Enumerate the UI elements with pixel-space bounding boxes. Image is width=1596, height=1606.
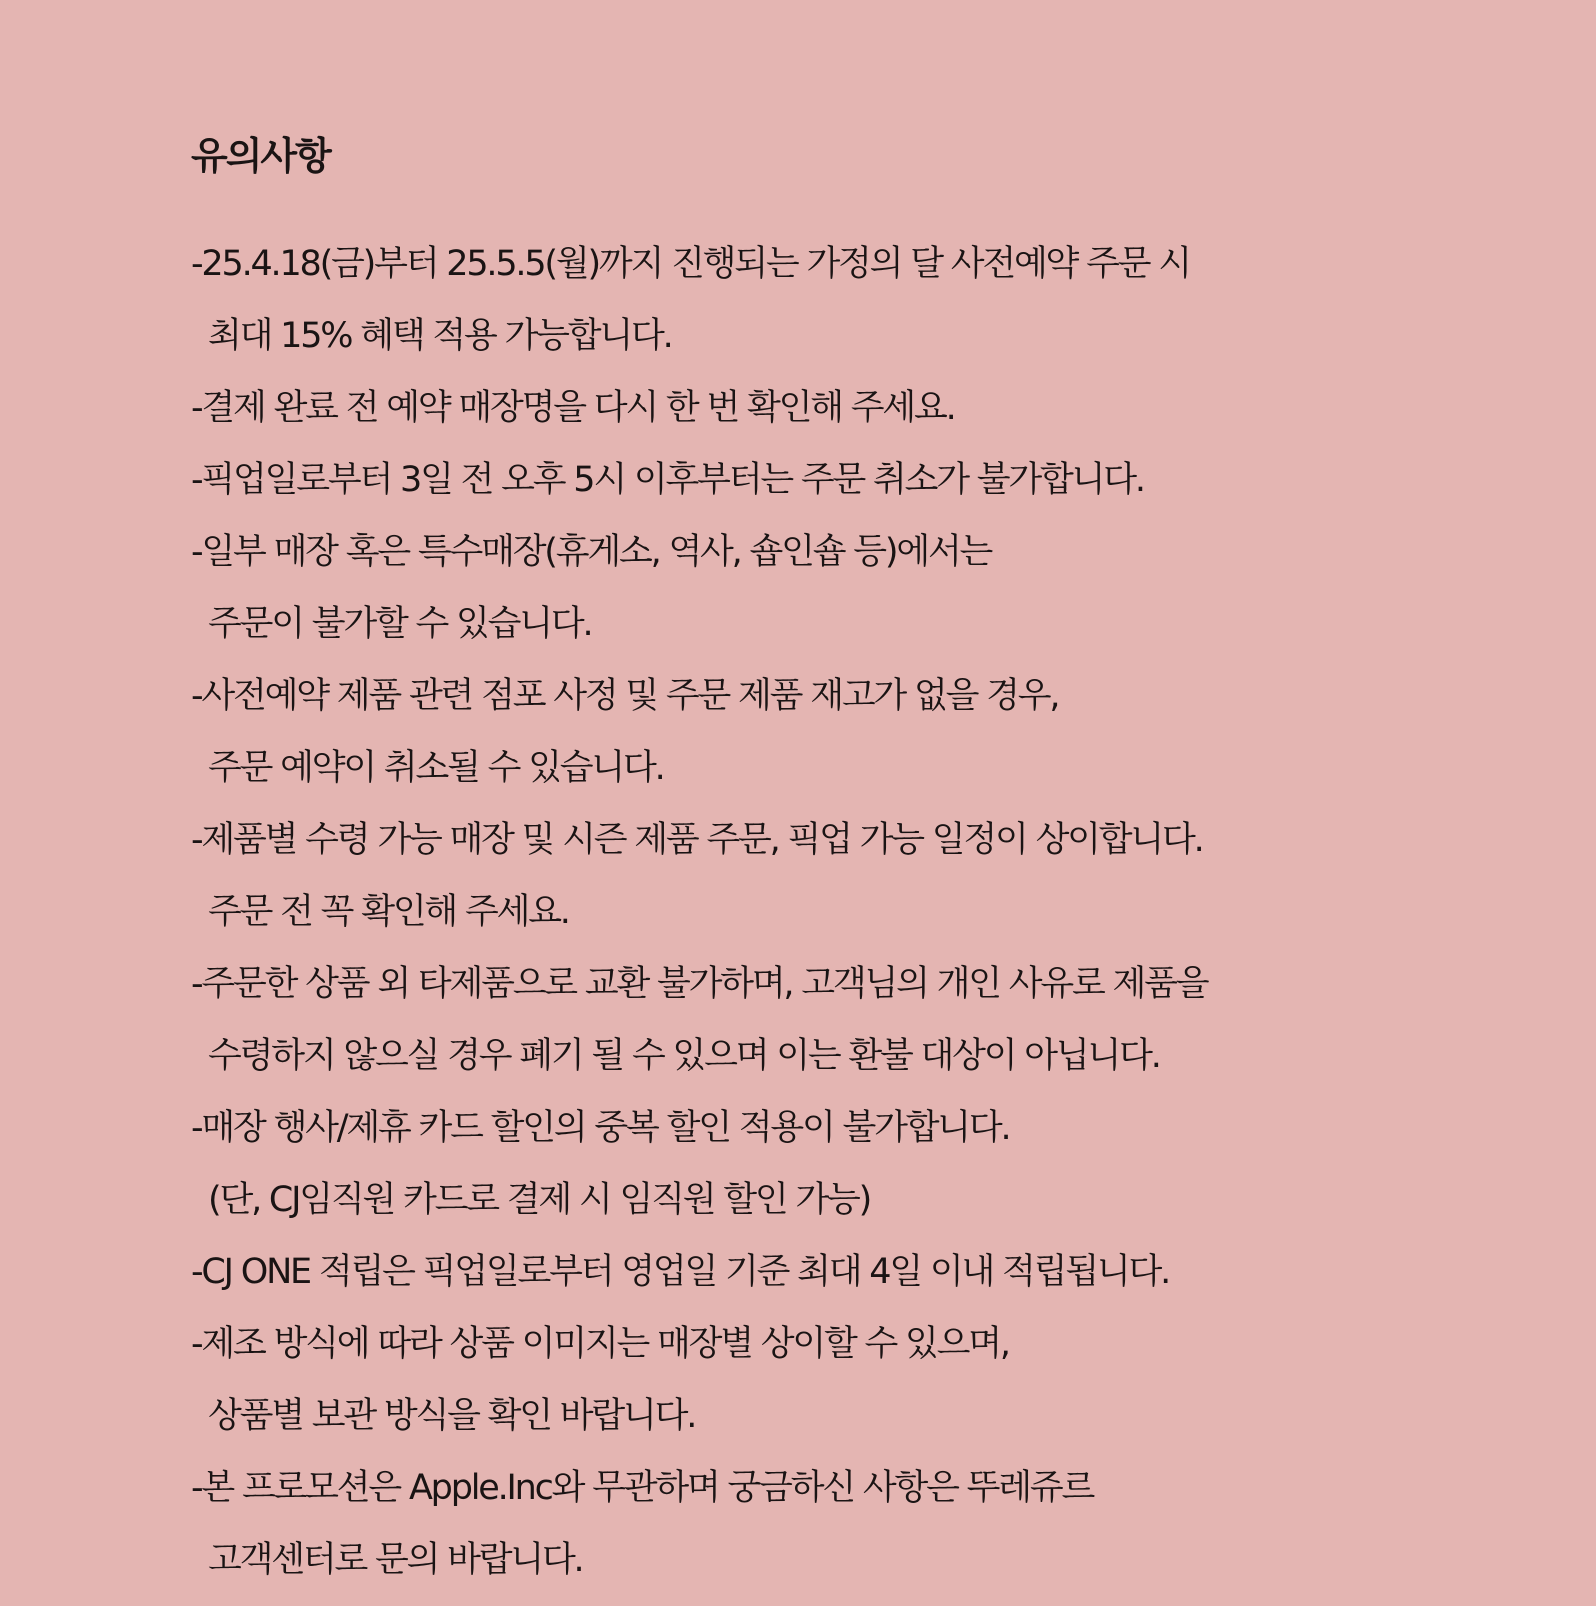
notice-list — [191, 228, 1491, 1596]
notice-line-continuation: 고객센터로 문의 바랍니다. — [208, 1540, 583, 1580]
notice-line-continuation: 주문이 불가할 수 있습니다. — [208, 604, 592, 644]
notice-line: -일부 매장 혹은 특수매장(휴게소, 역사, 숍인숍 등)에서는 — [191, 532, 992, 572]
notice-line: -픽업일로부터 3일 전 오후 5시 이후부터는 주문 취소가 불가합니다. — [191, 460, 1144, 500]
notice-line: -제품별 수령 가능 매장 및 시즌 제품 주문, 픽업 가능 일정이 상이합니다. — [191, 820, 1203, 860]
notice-line: -결제 완료 전 예약 매장명을 다시 한 번 확인해 주세요. — [191, 388, 955, 428]
notice-line: -CJ ONE 적립은 픽업일로부터 영업일 기준 최대 4일 이내 적립됩니다. — [191, 1252, 1169, 1292]
notice-line-continuation: 수령하지 않으실 경우 폐기 될 수 있으며 이는 환불 대상이 아닙니다. — [208, 1036, 1160, 1076]
notice-line-continuation: 최대 15% 혜택 적용 가능합니다. — [208, 316, 672, 356]
notice-line-continuation: 주문 예약이 취소될 수 있습니다. — [208, 748, 664, 788]
notice-line: -제조 방식에 따라 상품 이미지는 매장별 상이할 수 있으며, — [191, 1324, 1009, 1364]
notice-line-continuation: (단, CJ임직원 카드로 결제 시 임직원 할인 가능) — [208, 1180, 871, 1220]
notice-line: -본 프로모션은 Apple.Inc와 무관하며 궁금하신 사항은 뚜레쥬르 — [191, 1468, 1094, 1508]
notice-line-continuation: 주문 전 꼭 확인해 주세요. — [208, 892, 569, 932]
notice-title: 유의사항 — [191, 134, 330, 178]
notice-line: -주문한 상품 외 타제품으로 교환 불가하며, 고객님의 개인 사유로 제품을 — [191, 964, 1208, 1004]
notice-line-continuation: 상품별 보관 방식을 확인 바랍니다. — [208, 1396, 696, 1436]
notice-section — [191, 128, 1491, 1596]
notice-line: -사전예약 제품 관련 점포 사정 및 주문 제품 재고가 없을 경우, — [191, 676, 1059, 716]
notice-line: -매장 행사/제휴 카드 할인의 중복 할인 적용이 불가합니다. — [191, 1108, 1010, 1148]
notice-line: -25.4.18(금)부터 25.5.5(월)까지 진행되는 가정의 달 사전예약 주문 시 — [191, 244, 1190, 284]
